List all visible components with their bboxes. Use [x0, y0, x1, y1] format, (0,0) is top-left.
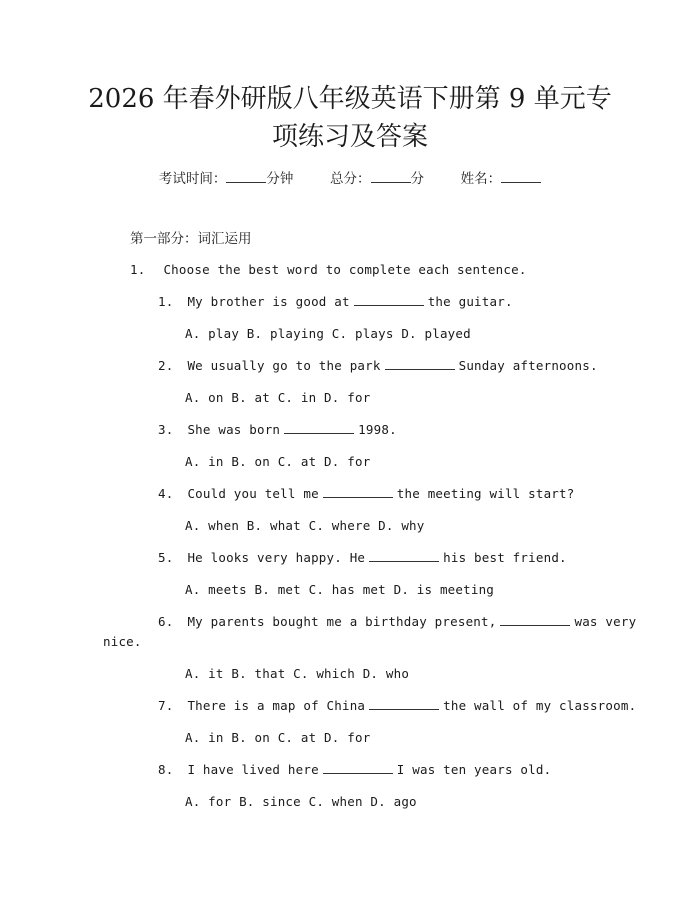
score-label: 总分：	[330, 171, 371, 187]
question-text-after: I was ten years old.	[396, 762, 552, 777]
question-number: 3.	[158, 422, 174, 437]
question-5	[158, 548, 567, 568]
question-number: 2.	[158, 358, 174, 373]
question-text-after: the guitar.	[427, 294, 513, 309]
question-text-after: 1998.	[358, 422, 397, 437]
answer-blank[interactable]	[284, 420, 354, 434]
question-options: A. play B. playing C. plays D. played	[185, 326, 471, 341]
score-unit: 分	[410, 171, 424, 187]
task-instruction-line	[130, 260, 527, 280]
answer-blank[interactable]	[369, 548, 439, 562]
question-text-before: There is a map of China	[187, 698, 366, 713]
time-blank	[226, 168, 266, 183]
answer-blank[interactable]	[500, 612, 570, 626]
question-text-before: He looks very happy. He	[187, 550, 366, 565]
answer-blank[interactable]	[354, 292, 424, 306]
question-6	[158, 612, 636, 632]
document-title-line-1: 2026 年春外研版八年级英语下册第 9 单元专	[88, 84, 612, 114]
question-text-before: We usually go to the park	[187, 358, 381, 373]
question-text-after: Sunday afternoons.	[458, 358, 598, 373]
question-text-before: My parents bought me a birthday present,	[187, 614, 497, 629]
question-1	[158, 292, 513, 312]
question-text-before: My brother is good at	[187, 294, 350, 309]
question-text-before: Could you tell me	[187, 486, 319, 501]
question-number: 6.	[158, 614, 174, 629]
question-options: A. for B. since C. when D. ago	[185, 794, 417, 809]
time-unit: 分钟	[266, 171, 294, 187]
question-4	[158, 484, 575, 504]
question-text-after: was very	[574, 614, 637, 629]
question-text-before: She was born	[187, 422, 281, 437]
exam-info-row	[0, 168, 700, 189]
question-number: 7.	[158, 698, 174, 713]
question-options: A. it B. that C. which D. who	[185, 666, 410, 681]
question-number: 1.	[158, 294, 174, 309]
question-text-before: I have lived here	[187, 762, 319, 777]
document-title-line-2: 项练习及答案	[271, 122, 428, 152]
task-number: 1.	[130, 262, 146, 277]
score-blank	[371, 168, 411, 183]
question-options: A. when B. what C. where D. why	[185, 518, 425, 533]
question-number: 5.	[158, 550, 174, 565]
name-blank	[501, 168, 541, 183]
question-text-after: the meeting will start?	[396, 486, 575, 501]
time-label: 考试时间：	[158, 171, 227, 187]
question-8	[158, 760, 551, 780]
answer-blank[interactable]	[385, 356, 455, 370]
question-number: 4.	[158, 486, 174, 501]
question-text-after: his best friend.	[443, 550, 567, 565]
question-3	[158, 420, 397, 440]
answer-blank[interactable]	[323, 760, 393, 774]
question-options: A. in B. on C. at D. for	[185, 730, 371, 745]
question-2	[158, 356, 598, 376]
question-number: 8.	[158, 762, 174, 777]
question-7	[158, 696, 636, 716]
answer-blank[interactable]	[323, 484, 393, 498]
question-text-after: the wall of my classroom.	[443, 698, 637, 713]
question-options: A. on B. at C. in D. for	[185, 390, 371, 405]
answer-blank[interactable]	[369, 696, 439, 710]
question-options: A. in B. on C. at D. for	[185, 454, 371, 469]
question-options: A. meets B. met C. has met D. is meeting	[185, 582, 495, 597]
name-label: 姓名：	[460, 171, 502, 187]
task-instruction: Choose the best word to complete each sentence.	[163, 262, 527, 277]
section-title: 第一部分：词汇运用	[130, 231, 252, 247]
question-continuation: nice.	[103, 634, 142, 649]
